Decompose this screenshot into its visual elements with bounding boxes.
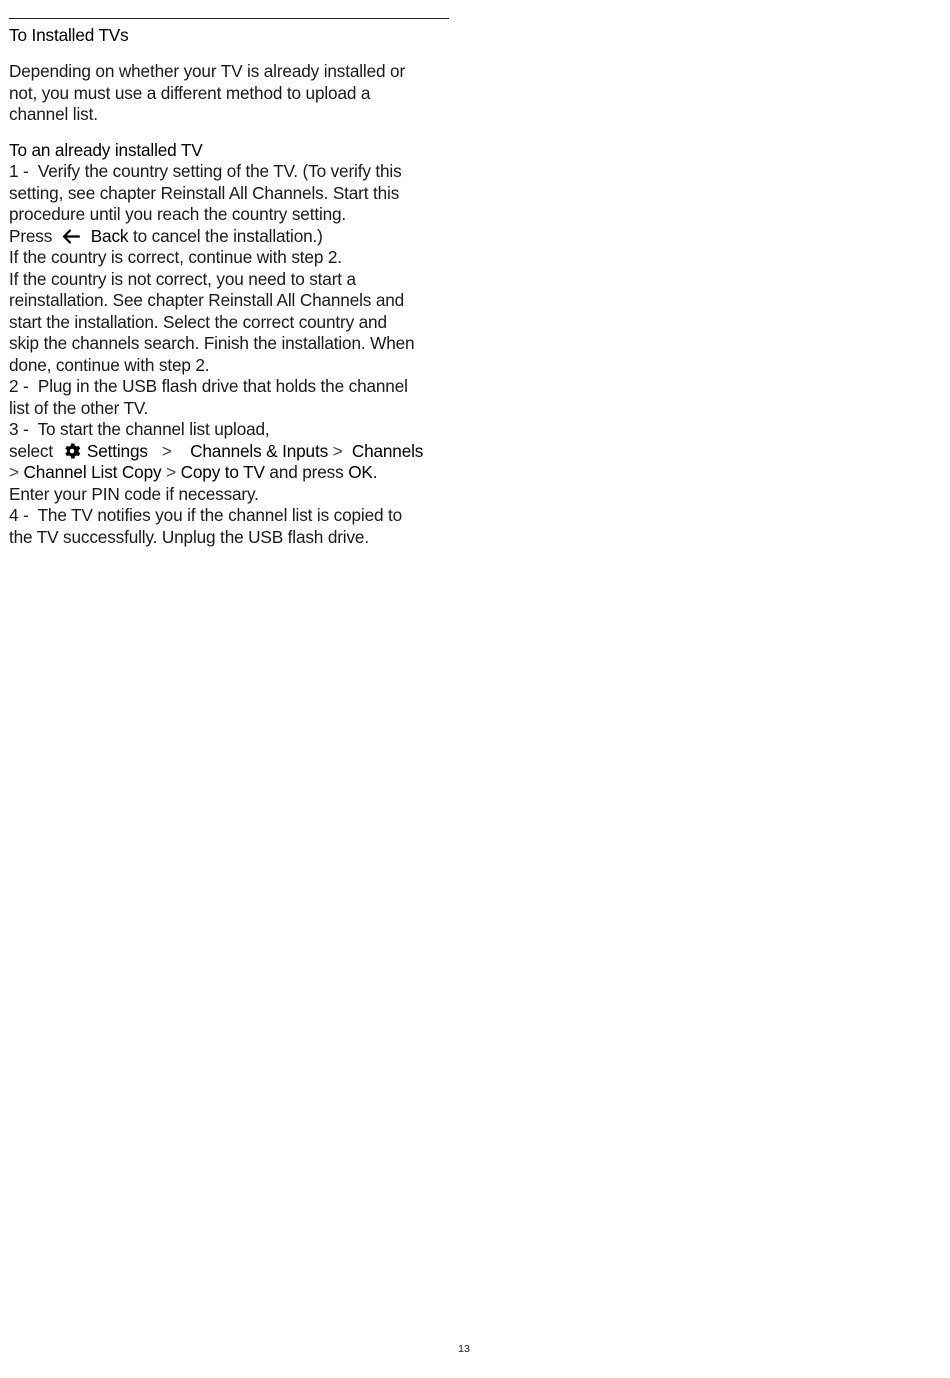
step-1-line: If the country is correct, continue with step 2. bbox=[9, 247, 342, 267]
step-4-line bbox=[9, 505, 454, 527]
page-number: 13 bbox=[458, 1343, 470, 1355]
path-separator: > bbox=[166, 462, 176, 482]
step-2 bbox=[9, 376, 454, 419]
step-number: 1 - bbox=[9, 161, 29, 181]
back-arrow-icon bbox=[61, 228, 81, 245]
step-text: The TV notifies you if the channel list is copied to bbox=[37, 505, 403, 525]
intro-line: not, you must use a different method to upload a bbox=[9, 82, 371, 103]
step-1-line: procedure until you reach the country setting. bbox=[9, 204, 347, 224]
step-1-line: setting, see chapter Reinstall All Channels. Start this bbox=[9, 182, 400, 203]
channels-inputs-label: Channels & Inputs bbox=[190, 440, 329, 461]
step-number: 2 - bbox=[9, 376, 29, 396]
menu-path-line bbox=[9, 441, 454, 463]
channel-list-copy-label: Channel List Copy bbox=[23, 462, 162, 482]
step-1-line bbox=[9, 161, 454, 183]
path-separator: > bbox=[161, 440, 172, 461]
channels-label: Channels bbox=[351, 440, 424, 461]
manual-column bbox=[9, 25, 454, 548]
press-word: Press bbox=[9, 225, 53, 246]
step-2-line: list of the other TV. bbox=[9, 397, 149, 418]
step-2-line bbox=[9, 376, 454, 398]
section-top-rule bbox=[9, 18, 449, 19]
step-4 bbox=[9, 505, 454, 548]
back-label: Back bbox=[90, 225, 129, 246]
step-1 bbox=[9, 161, 454, 376]
select-word: select bbox=[9, 440, 53, 461]
ok-label: OK bbox=[348, 462, 373, 482]
path-separator: > bbox=[9, 462, 19, 482]
path-separator: > bbox=[332, 440, 343, 461]
step-1-line: reinstallation. See chapter Reinstall All Channels and bbox=[9, 290, 405, 310]
step-1-line: skip the channels search. Finish the installation. When bbox=[9, 333, 415, 353]
step-3 bbox=[9, 419, 454, 505]
step-3-line bbox=[9, 419, 454, 441]
step-1-line: If the country is not correct, you need to start a bbox=[9, 268, 356, 289]
intro-paragraph bbox=[9, 61, 454, 126]
step-4-line: the TV successfully. Unplug the USB flash drive. bbox=[9, 526, 369, 547]
step-text: Verify the country setting of the TV. (To verify this bbox=[37, 161, 402, 181]
press-back-line bbox=[9, 226, 454, 248]
subsection-title: To an already installed TV bbox=[9, 139, 203, 160]
menu-path-line bbox=[9, 462, 454, 484]
step-text: To start the channel list upload, bbox=[37, 419, 270, 439]
intro-line: Depending on whether your TV is already installed or bbox=[9, 61, 406, 81]
gear-icon bbox=[62, 442, 82, 460]
step-1-line: start the installation. Select the correct country and bbox=[9, 311, 387, 332]
and-press-text: and press bbox=[269, 462, 344, 482]
step-text: Plug in the USB flash drive that holds the channel bbox=[37, 376, 408, 396]
intro-line: channel list. bbox=[9, 104, 98, 124]
back-suffix: to cancel the installation.) bbox=[132, 225, 323, 246]
step-1-line: done, continue with step 2. bbox=[9, 354, 210, 375]
copy-to-tv-label: Copy to TV bbox=[180, 462, 265, 482]
pin-line: Enter your PIN code if necessary. bbox=[9, 483, 259, 504]
step-number: 4 - bbox=[9, 505, 29, 525]
step-number: 3 - bbox=[9, 419, 29, 439]
settings-label: Settings bbox=[86, 440, 148, 461]
section-title: To Installed TVs bbox=[9, 25, 129, 45]
period: . bbox=[372, 462, 378, 482]
